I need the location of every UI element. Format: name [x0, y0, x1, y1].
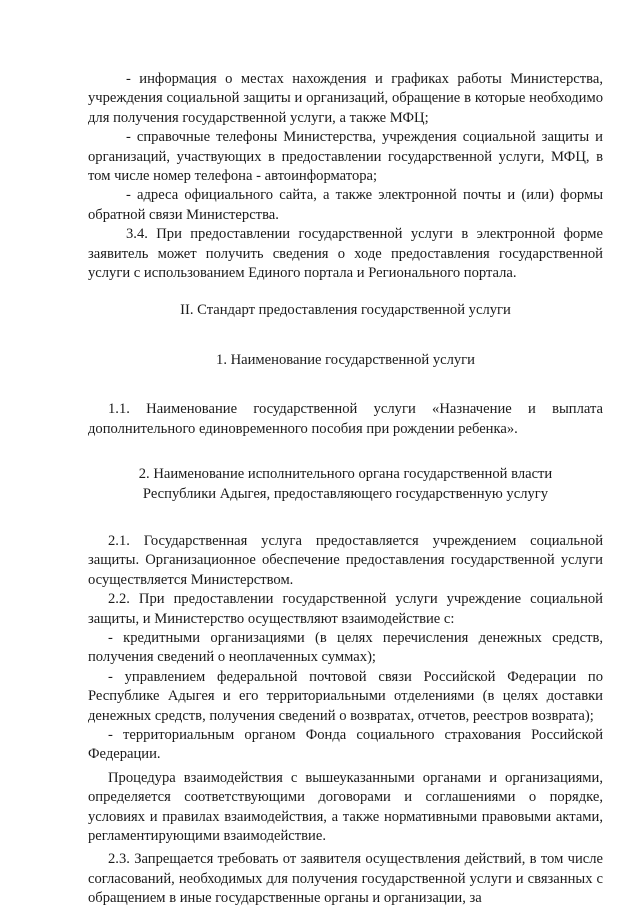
paragraph-2-3: 2.3. Запрещается требовать от заявителя осуществления действий, в том числе согласований, необходимых для получения государственной услуги и связанных с обращением в иные государственные органы и организации, за [88, 851, 603, 907]
list-item: - территориальным органом Фонда социального страхования Российской Федерации. [88, 726, 603, 763]
paragraph-2-1: 2.1. Государственная услуга предоставляется учреждением социальной защиты. Организационное обеспечение предоставления государственной услуги осуществляется Министерством. [88, 532, 603, 588]
subsection-2-title [88, 465, 603, 504]
section-2-title: II. Стандарт предоставления государственной услуги [180, 302, 511, 319]
paragraph-2-2: 2.2. При предоставлении государственной услуги учреждение социальной защиты, и Министерство осуществляют взаимодействие с: [88, 591, 603, 627]
subsection-1-title: 1. Наименование государственной услуги [216, 351, 475, 368]
subsection-2-title-line1: 2. Наименование исполнительного органа государственной власти [138, 466, 553, 483]
list-item: - управлением федеральной почтовой связи Российской Федерации по Республике Адыгея и его территориальными отделениями (в целях доставки денежных средств, получения сведений о возвратах, отчетов, реестров возврата); [88, 668, 603, 724]
paragraph-3-4: 3.4. При предоставлении государственной услуги в электронной форме заявитель может получить сведения о ходе предоставления государственной услуги с использованием Единого портала и Регионального портала. [88, 226, 603, 282]
list-item: - адреса официального сайта, а также электронной почты и (или) формы обратной связи Министерства. [88, 187, 603, 223]
paragraph-procedure: Процедура взаимодействия с вышеуказанными органами и организациями, определяется соответствующими договорами и соглашениями о порядке, условиях и правилах взаимодействия, а также нормативными правовыми актами, регламентирующими взаимодействие. [88, 769, 603, 844]
list-item: - кредитными организациями (в целях перечисления денежных средств, получения сведений о неоплаченных суммах); [88, 629, 603, 666]
subsection-2-title-line2: Республики Адыгея, предоставляющего государственную услугу [142, 485, 549, 502]
paragraph-1-1: 1.1. Наименование государственной услуги «Назначение и выплата дополнительного единовременного пособия при рождении ребенка». [88, 401, 603, 437]
list-item: - информация о местах нахождения и графиках работы Министерства, учреждения социальной защиты и организаций, обращение в которые необходимо для получения государственной услуги, а также МФЦ; [88, 71, 603, 126]
list-item: - справочные телефоны Министерства, учреждения социальной защиты и организаций, участвующих в предоставлении государственной услуги, МФЦ, в том числе номер телефона - автоинформатора; [88, 129, 603, 185]
document-body [88, 70, 603, 909]
